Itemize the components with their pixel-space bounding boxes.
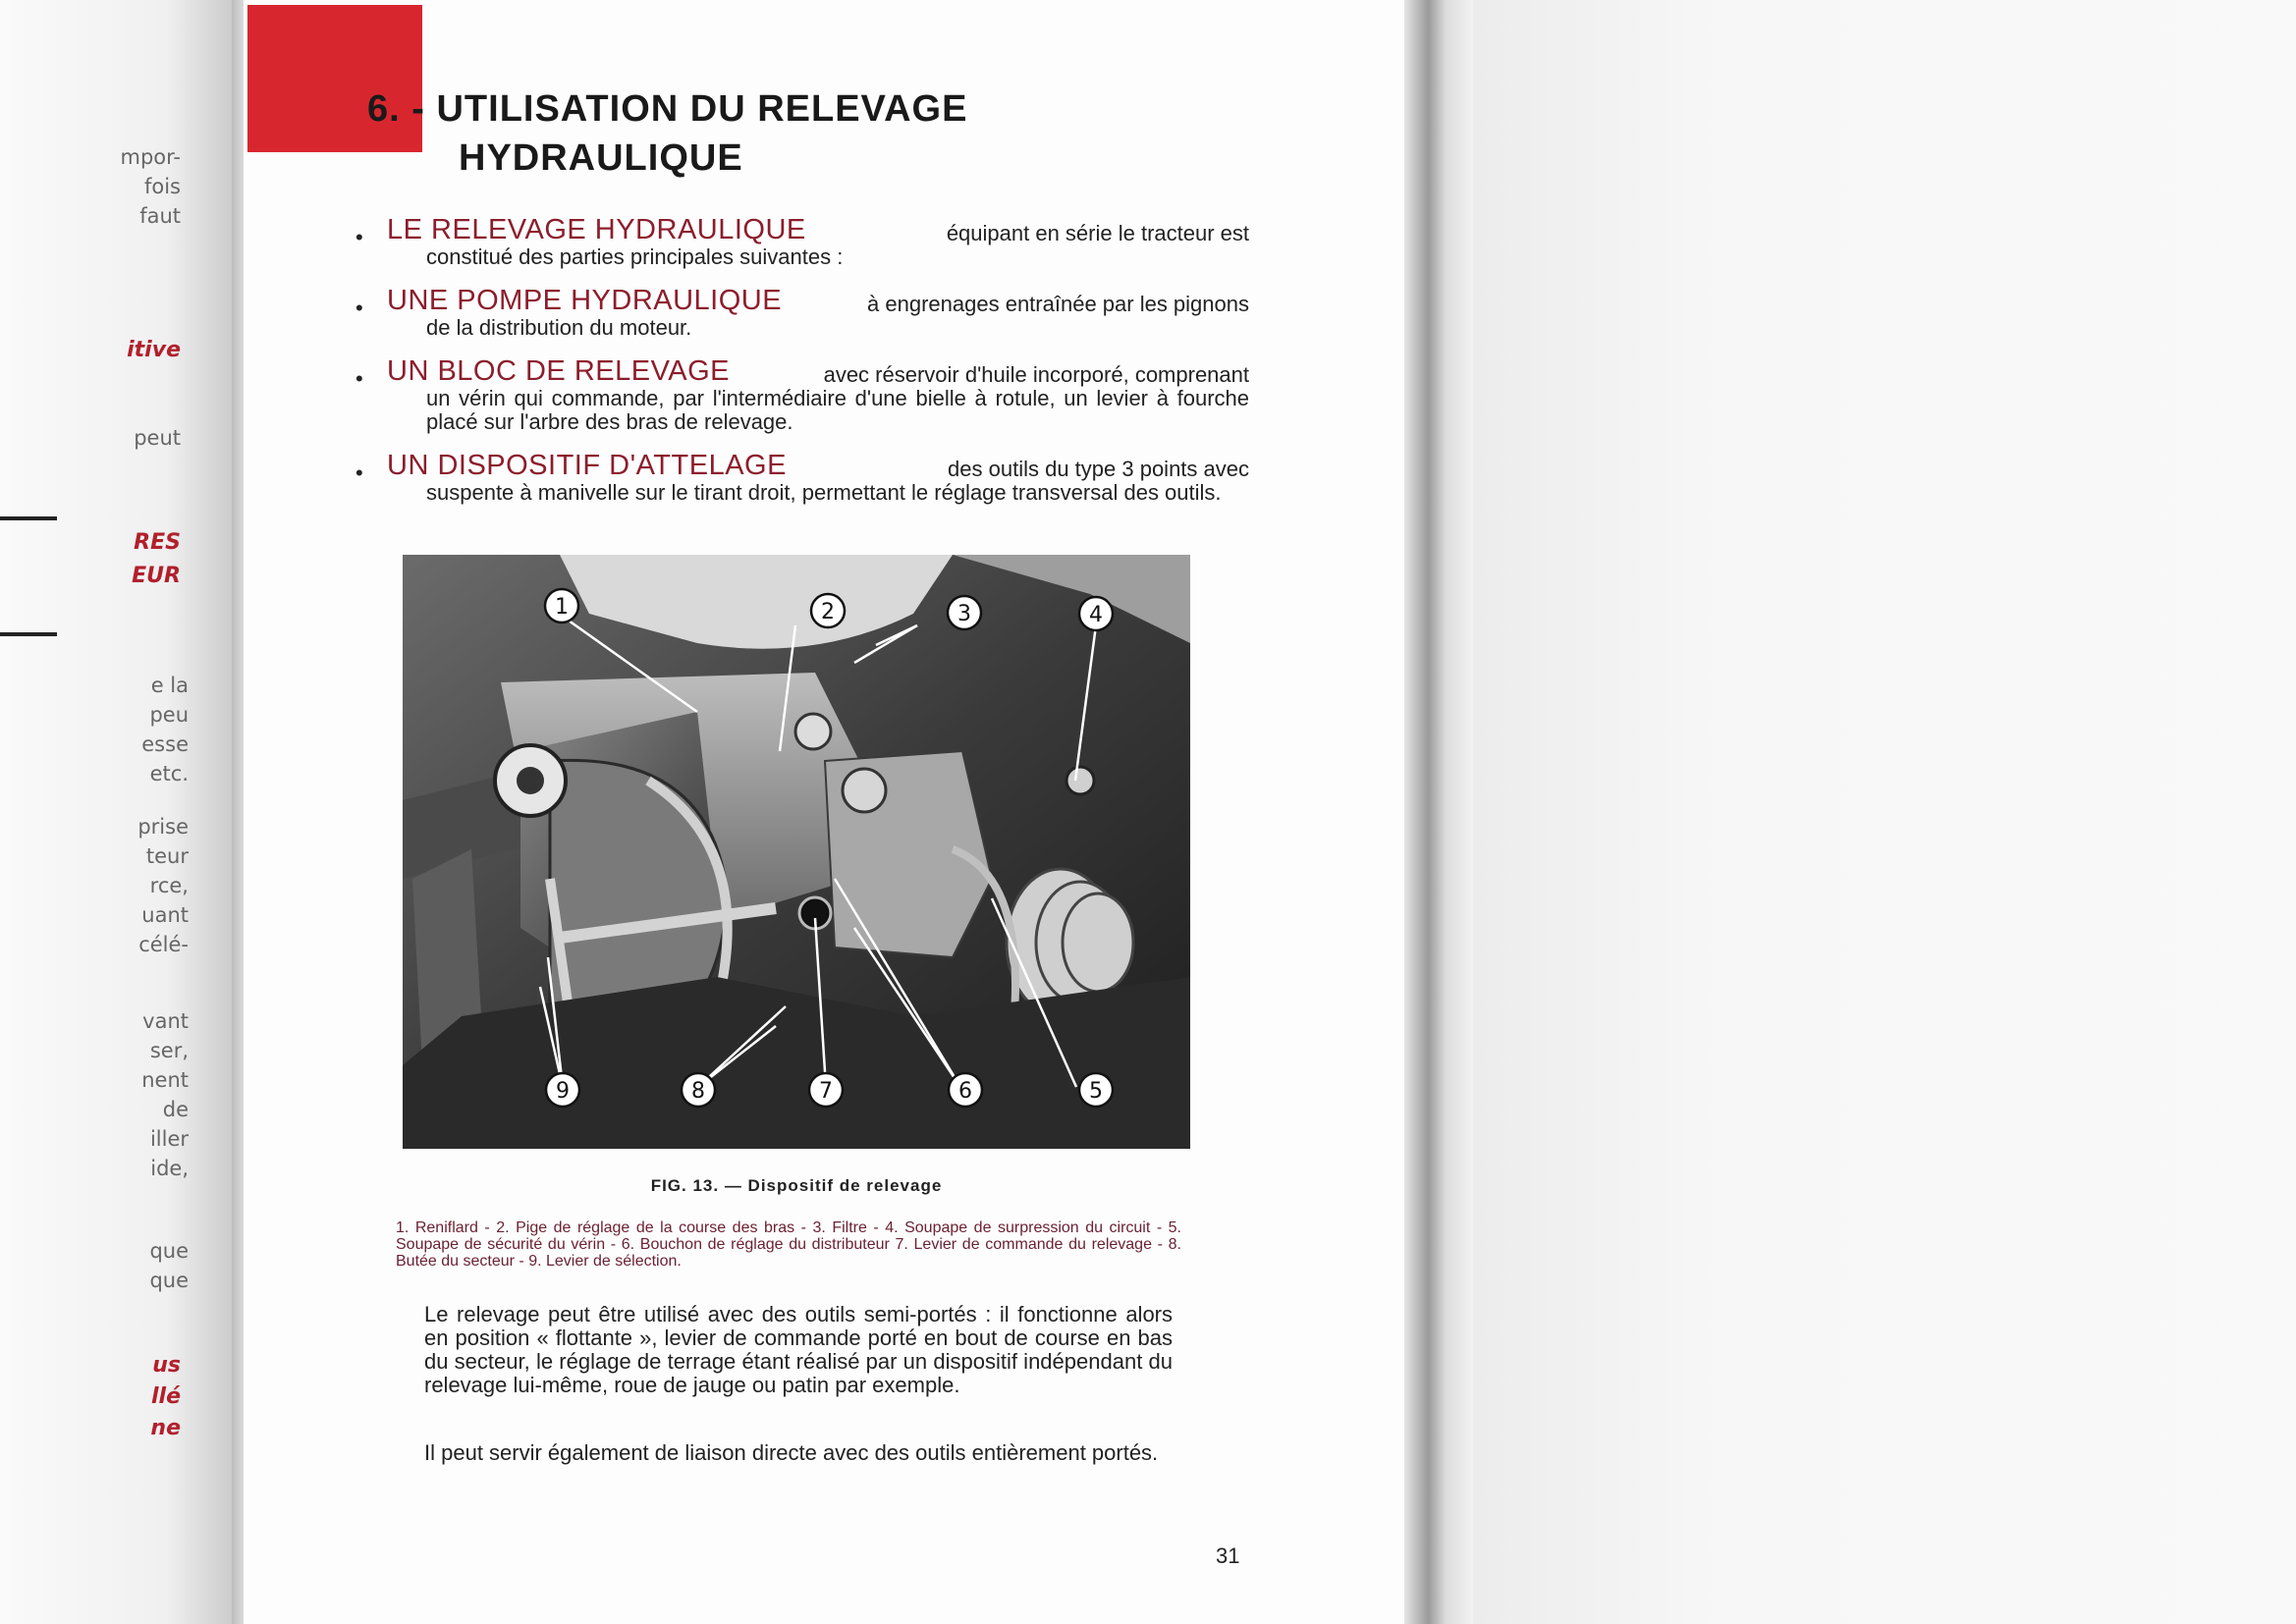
page-edge-shadow	[1404, 0, 1473, 1624]
page-number: 31	[1216, 1543, 1240, 1568]
left-page-text-line: etc.	[149, 762, 189, 785]
callout-7: 7	[819, 1079, 833, 1104]
left-page-text-line: mpor-	[120, 145, 181, 169]
bullet-heading: UN DISPOSITIF D'ATTELAGE	[387, 450, 787, 481]
figure-legend: 1. Reniflard - 2. Pige de réglage de la course des bras - 3. Filtre - 4. Soupape de surpression du circuit - 5. Soupape de sécurité du vérin - 6. Bouchon de réglage du distributeur 7. Levier de commande du relevage - 8. Butée du secteur - 9. Levier de sélection.	[396, 1219, 1181, 1270]
left-page-text-line: rce,	[149, 874, 189, 897]
left-page-text-line: que	[149, 1239, 189, 1263]
callout-9: 9	[556, 1079, 570, 1104]
left-page-text-line: uant	[141, 903, 189, 927]
left-page-text-line: vant	[142, 1009, 189, 1033]
body-paragraph: Il peut servir également de liaison directe avec des outils entièrement portés.	[424, 1440, 1159, 1465]
left-page-red-heading: ne	[150, 1416, 181, 1440]
bullet-text-first-line: équipant en série le tracteur est	[946, 221, 1249, 245]
callout-8: 8	[691, 1079, 705, 1104]
bullet-text: un vérin qui commande, par l'intermédiaire d'une bielle à rotule, un levier à fourche placé sur l'arbre des bras de relevage.	[426, 386, 1249, 434]
callout-4: 4	[1089, 603, 1103, 627]
section-title	[367, 84, 967, 183]
bullet-text-first-line: à engrenages entraînée par les pignons	[867, 292, 1249, 316]
left-page-text-line: e la	[150, 674, 189, 697]
bullet-text: constitué des parties principales suivantes :	[426, 244, 844, 269]
left-page-rule	[0, 632, 57, 636]
left-page-text-line: ser,	[149, 1039, 189, 1062]
bullet-heading: UN BLOC DE RELEVAGE	[387, 355, 731, 387]
left-page-text-line: peut	[134, 426, 181, 450]
bullet-text-first-line: avec réservoir d'huile incorporé, comprenant	[823, 362, 1249, 387]
left-page-text-line: célé-	[138, 933, 189, 956]
left-page-text-line: ide,	[150, 1157, 189, 1180]
left-page-text-line: de	[162, 1098, 189, 1121]
bullet-dot: •	[355, 366, 363, 391]
left-page-text-line: iller	[149, 1127, 189, 1151]
section-title-line2: HYDRAULIQUE	[459, 137, 743, 179]
left-page-text-line: esse	[141, 732, 189, 756]
callout-6: 6	[958, 1079, 972, 1104]
left-page-red-heading: EUR	[132, 564, 181, 588]
section-number: 6.	[367, 88, 401, 130]
left-page-red-heading: us	[152, 1353, 181, 1378]
callout-2: 2	[821, 600, 835, 624]
bullet-heading: UNE POMPE HYDRAULIQUE	[387, 285, 783, 316]
figure-caption-title: FIG. 13. — Dispositif de relevage	[650, 1176, 943, 1195]
section-title-line1: - UTILISATION DU RELEVAGE	[411, 88, 968, 130]
callout-1: 1	[555, 595, 569, 620]
bullet-dot: •	[355, 225, 363, 249]
left-page-text-line: fois	[143, 175, 181, 198]
left-page-text-line: que	[149, 1269, 189, 1292]
bullet-dot: •	[355, 296, 363, 320]
bullet-heading: LE RELEVAGE HYDRAULIQUE	[387, 214, 806, 245]
left-page-text-line: prise	[137, 815, 189, 839]
left-page-red-heading: itive	[127, 338, 181, 362]
bullet-text: suspente à manivelle sur le tirant droit, permettant le réglage transversal des outils.	[426, 480, 1222, 505]
left-page-text-line: nent	[141, 1068, 189, 1092]
bullet-dot: •	[355, 460, 363, 485]
callout-3: 3	[957, 602, 971, 626]
hydraulic-lift-photo	[403, 555, 1190, 1149]
left-page-fragment	[0, 0, 238, 1624]
left-page-text-line: teur	[145, 844, 189, 868]
bullet-text-first-line: des outils du type 3 points avec	[948, 457, 1249, 481]
left-page-text-line: faut	[139, 204, 181, 228]
callout-5: 5	[1089, 1079, 1103, 1104]
body-paragraph: Le relevage peut être utilisé avec des outils semi-portés : il fonctionne alors en position « flottante », levier de commande porté en bout de course en bas du secteur, le réglage de terrage étant réalisé par un dispositif indépendant du relevage lui-même, roue de jauge ou patin par exemple.	[424, 1302, 1173, 1397]
scan-background	[1473, 0, 2296, 1624]
left-page-rule	[0, 516, 57, 520]
left-page-text-line: peu	[149, 703, 189, 727]
left-page-red-heading: llé	[150, 1384, 181, 1409]
left-page-red-heading: RES	[134, 530, 181, 555]
bullet-text: de la distribution du moteur.	[426, 315, 692, 340]
